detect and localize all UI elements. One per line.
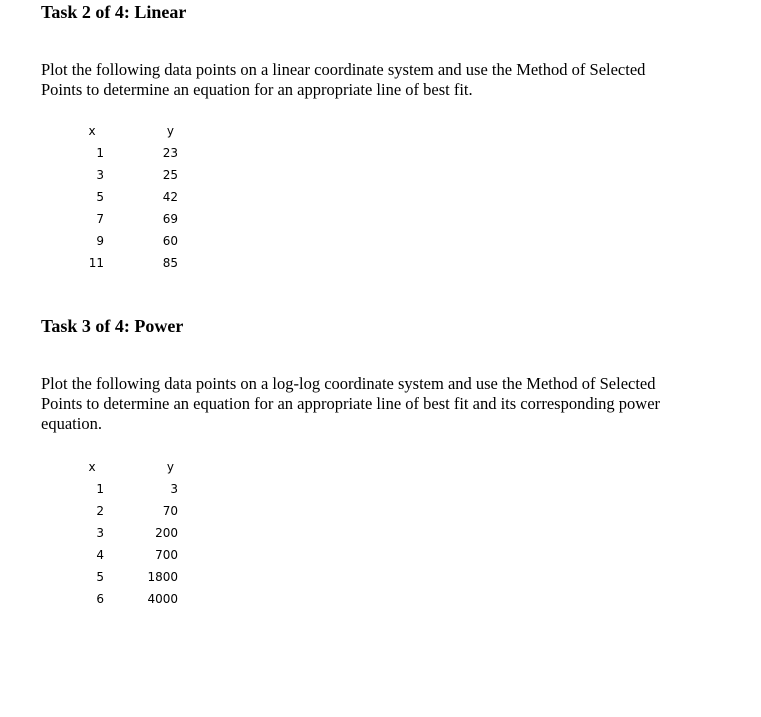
task2-heading: Task 2 of 4: Linear xyxy=(41,2,187,22)
task3-heading: Task 3 of 4: Power xyxy=(41,316,184,336)
task3-y-cell: 1800 xyxy=(147,570,178,584)
task3-y-cell: 3 xyxy=(170,482,178,496)
task3-x-cell: 2 xyxy=(96,504,104,518)
task2-instruction-line: Plot the following data points on a linear coordinate system and use the Method of Selected xyxy=(41,60,646,79)
task3-y-header: y xyxy=(166,460,174,474)
task2-x-cell: 1 xyxy=(96,146,104,160)
task3-instructions xyxy=(41,374,731,434)
task2-y-cell: 25 xyxy=(162,168,178,182)
task2-x-header: x xyxy=(88,124,96,138)
task2-x-cell: 5 xyxy=(96,190,104,204)
task3-instruction-line: Plot the following data points on a log-log coordinate system and use the Method of Selected xyxy=(41,374,656,393)
task2-x-cell: 7 xyxy=(96,212,104,226)
task3-instruction-line: Points to determine an equation for an appropriate line of best fit and its corresponding power xyxy=(41,394,661,413)
task3-x-column xyxy=(80,456,104,610)
task3-x-cell: 3 xyxy=(96,526,104,540)
task2-y-cell: 85 xyxy=(162,256,178,270)
task2-data-table xyxy=(80,120,190,274)
task2-x-cell: 9 xyxy=(96,234,104,248)
task2-x-column xyxy=(80,120,104,274)
task2-instructions xyxy=(41,60,731,100)
task3-x-cell: 4 xyxy=(96,548,104,562)
task3-x-cell: 6 xyxy=(96,592,104,606)
task3-x-cell: 1 xyxy=(96,482,104,496)
task2-y-cell: 60 xyxy=(162,234,178,248)
task2-y-header: y xyxy=(166,124,174,138)
task2-x-cell: 11 xyxy=(88,256,104,270)
task2-y-column xyxy=(140,120,178,274)
task3-y-column xyxy=(140,456,178,610)
task2-instruction-line: Points to determine an equation for an appropriate line of best fit. xyxy=(41,80,473,99)
task3-y-cell: 700 xyxy=(155,548,178,562)
task3-y-cell: 200 xyxy=(155,526,178,540)
task3-x-header: x xyxy=(88,460,96,474)
task2-y-cell: 42 xyxy=(162,190,178,204)
task2-y-cell: 69 xyxy=(162,212,178,226)
task2-x-cell: 3 xyxy=(96,168,104,182)
task3-y-cell: 4000 xyxy=(147,592,178,606)
task3-y-cell: 70 xyxy=(162,504,178,518)
task3-x-cell: 5 xyxy=(96,570,104,584)
task2-y-cell: 23 xyxy=(162,146,178,160)
task3-data-table xyxy=(80,456,190,610)
task3-instruction-line: equation. xyxy=(41,414,102,433)
